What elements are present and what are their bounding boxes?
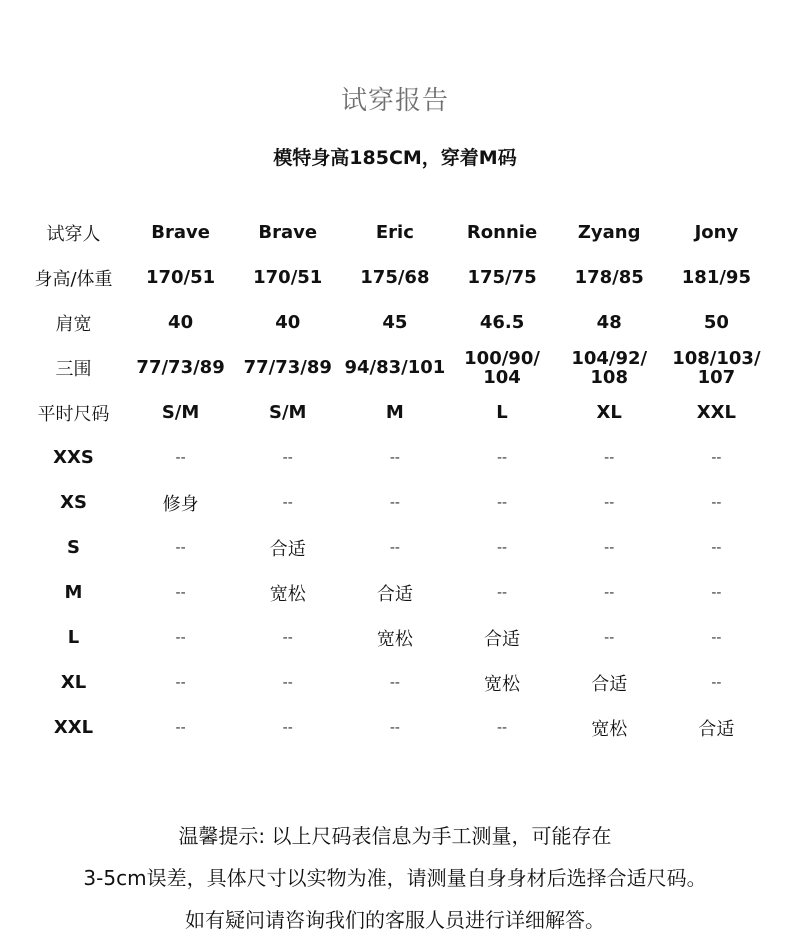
table-cell: -- <box>496 494 508 511</box>
table-row <box>20 210 770 255</box>
row-label: XXS <box>53 447 94 468</box>
table-cell: -- <box>496 584 508 601</box>
table-cell: -- <box>604 539 615 556</box>
table-cell: L <box>496 402 508 423</box>
table-cell: -- <box>389 719 400 736</box>
table-cell: M <box>385 402 404 423</box>
table-cell: -- <box>711 449 722 466</box>
table-cell: -- <box>389 494 400 511</box>
note-line-1: 温馨提示: 以上尺码表信息为手工测量，可能存在 <box>178 824 612 848</box>
table-cell: -- <box>175 629 186 646</box>
table-cell: 宽松 <box>269 583 306 605</box>
table-row <box>20 660 770 705</box>
table-cell: Eric <box>375 222 414 243</box>
table-cell: 175/75 <box>467 267 537 288</box>
table-cell: -- <box>711 539 722 556</box>
table-cell: -- <box>711 629 722 646</box>
note-line-2: 3-5cm误差，具体尺寸以实物为准，请测量自身身材后选择合适尺码。 <box>83 866 707 890</box>
table-cell: -- <box>389 539 400 556</box>
table-cell: -- <box>711 584 722 601</box>
table-cell: -- <box>175 584 186 601</box>
table-cell: 合适 <box>698 718 735 740</box>
table-cell: -- <box>496 449 508 466</box>
table-cell: Brave <box>258 222 318 243</box>
table-cell: -- <box>711 674 722 691</box>
table-cell: 50 <box>703 312 729 333</box>
model-info: 模特身高185CM，穿着M码 <box>273 147 517 169</box>
note-line-3: 如有疑问请咨询我们的客服人员进行详细解答。 <box>185 908 605 932</box>
table-cell: -- <box>175 674 186 691</box>
table-cell: 宽松 <box>591 718 628 740</box>
table-cell: 170/51 <box>145 267 216 288</box>
table-cell: -- <box>282 719 293 736</box>
table-cell: 40 <box>275 312 301 333</box>
table-cell: XL <box>596 402 622 423</box>
table-cell: 100/90/ 104 <box>464 347 540 388</box>
table-cell: -- <box>389 674 400 691</box>
table-cell: 46.5 <box>479 312 525 333</box>
table-cell: -- <box>604 494 615 511</box>
row-label: L <box>67 627 80 648</box>
table-cell: 40 <box>168 312 194 333</box>
row-label: XL <box>60 672 87 693</box>
table-row <box>20 390 770 435</box>
table-cell: 宽松 <box>484 673 521 695</box>
table-row <box>20 345 770 390</box>
table-cell: 77/73/89 <box>136 357 225 378</box>
table-cell: -- <box>496 719 508 736</box>
table-cell: 合适 <box>376 583 413 605</box>
table-cell: 48 <box>596 312 622 333</box>
table-cell: 宽松 <box>376 628 413 650</box>
table-row <box>20 300 770 345</box>
table-cell: -- <box>282 494 293 511</box>
table-cell: -- <box>282 674 293 691</box>
table-cell: 104/92/ 108 <box>571 347 648 388</box>
row-label: 平时尺码 <box>37 403 110 425</box>
table-row <box>20 255 770 300</box>
table-row <box>20 615 770 660</box>
table-cell: -- <box>175 449 186 466</box>
table-cell: -- <box>711 494 722 511</box>
table-cell: 77/73/89 <box>243 357 332 378</box>
table-cell: -- <box>282 449 293 466</box>
fitting-report-table <box>20 210 770 750</box>
table-cell: 合适 <box>591 673 628 695</box>
table-cell: 合适 <box>269 538 306 560</box>
table-cell: S/M <box>269 402 307 423</box>
row-label: 试穿人 <box>46 223 101 245</box>
table-row <box>20 705 770 750</box>
table-cell: 178/85 <box>574 267 644 288</box>
table-cell: -- <box>604 629 615 646</box>
table-row <box>20 525 770 570</box>
row-label: 身高/体重 <box>34 268 113 290</box>
table-cell: S/M <box>161 402 200 423</box>
table-cell: Jony <box>694 222 739 243</box>
row-label: XS <box>60 492 87 513</box>
page-title: 试穿报告 <box>340 86 449 116</box>
table-cell: Brave <box>151 222 210 243</box>
table-cell: -- <box>175 719 186 736</box>
table-row <box>20 570 770 615</box>
row-label: XXL <box>53 717 94 738</box>
table-cell: Ronnie <box>466 222 538 243</box>
table-cell: 合适 <box>484 628 521 650</box>
row-label: 三围 <box>55 358 92 380</box>
row-label: S <box>67 537 80 558</box>
notes <box>0 815 790 941</box>
table-cell: -- <box>389 449 400 466</box>
row-label: 肩宽 <box>55 313 92 335</box>
table-cell: 修身 <box>162 493 199 515</box>
table-row <box>20 480 770 525</box>
table-cell: XXL <box>696 402 736 423</box>
table-cell: Zyang <box>577 222 641 243</box>
table-row <box>20 435 770 480</box>
table-cell: -- <box>604 449 615 466</box>
table-cell: 181/95 <box>681 267 751 288</box>
table-cell: 45 <box>382 312 408 333</box>
table-cell: -- <box>282 629 293 646</box>
table-cell: -- <box>175 539 186 556</box>
table-cell: 94/83/101 <box>344 357 446 378</box>
table-cell: 170/51 <box>253 267 323 288</box>
table-cell: 175/68 <box>360 267 430 288</box>
table-cell: -- <box>604 584 615 601</box>
table-cell: 108/103/ 107 <box>672 347 761 388</box>
table-cell: -- <box>496 539 508 556</box>
row-label: M <box>64 582 83 603</box>
